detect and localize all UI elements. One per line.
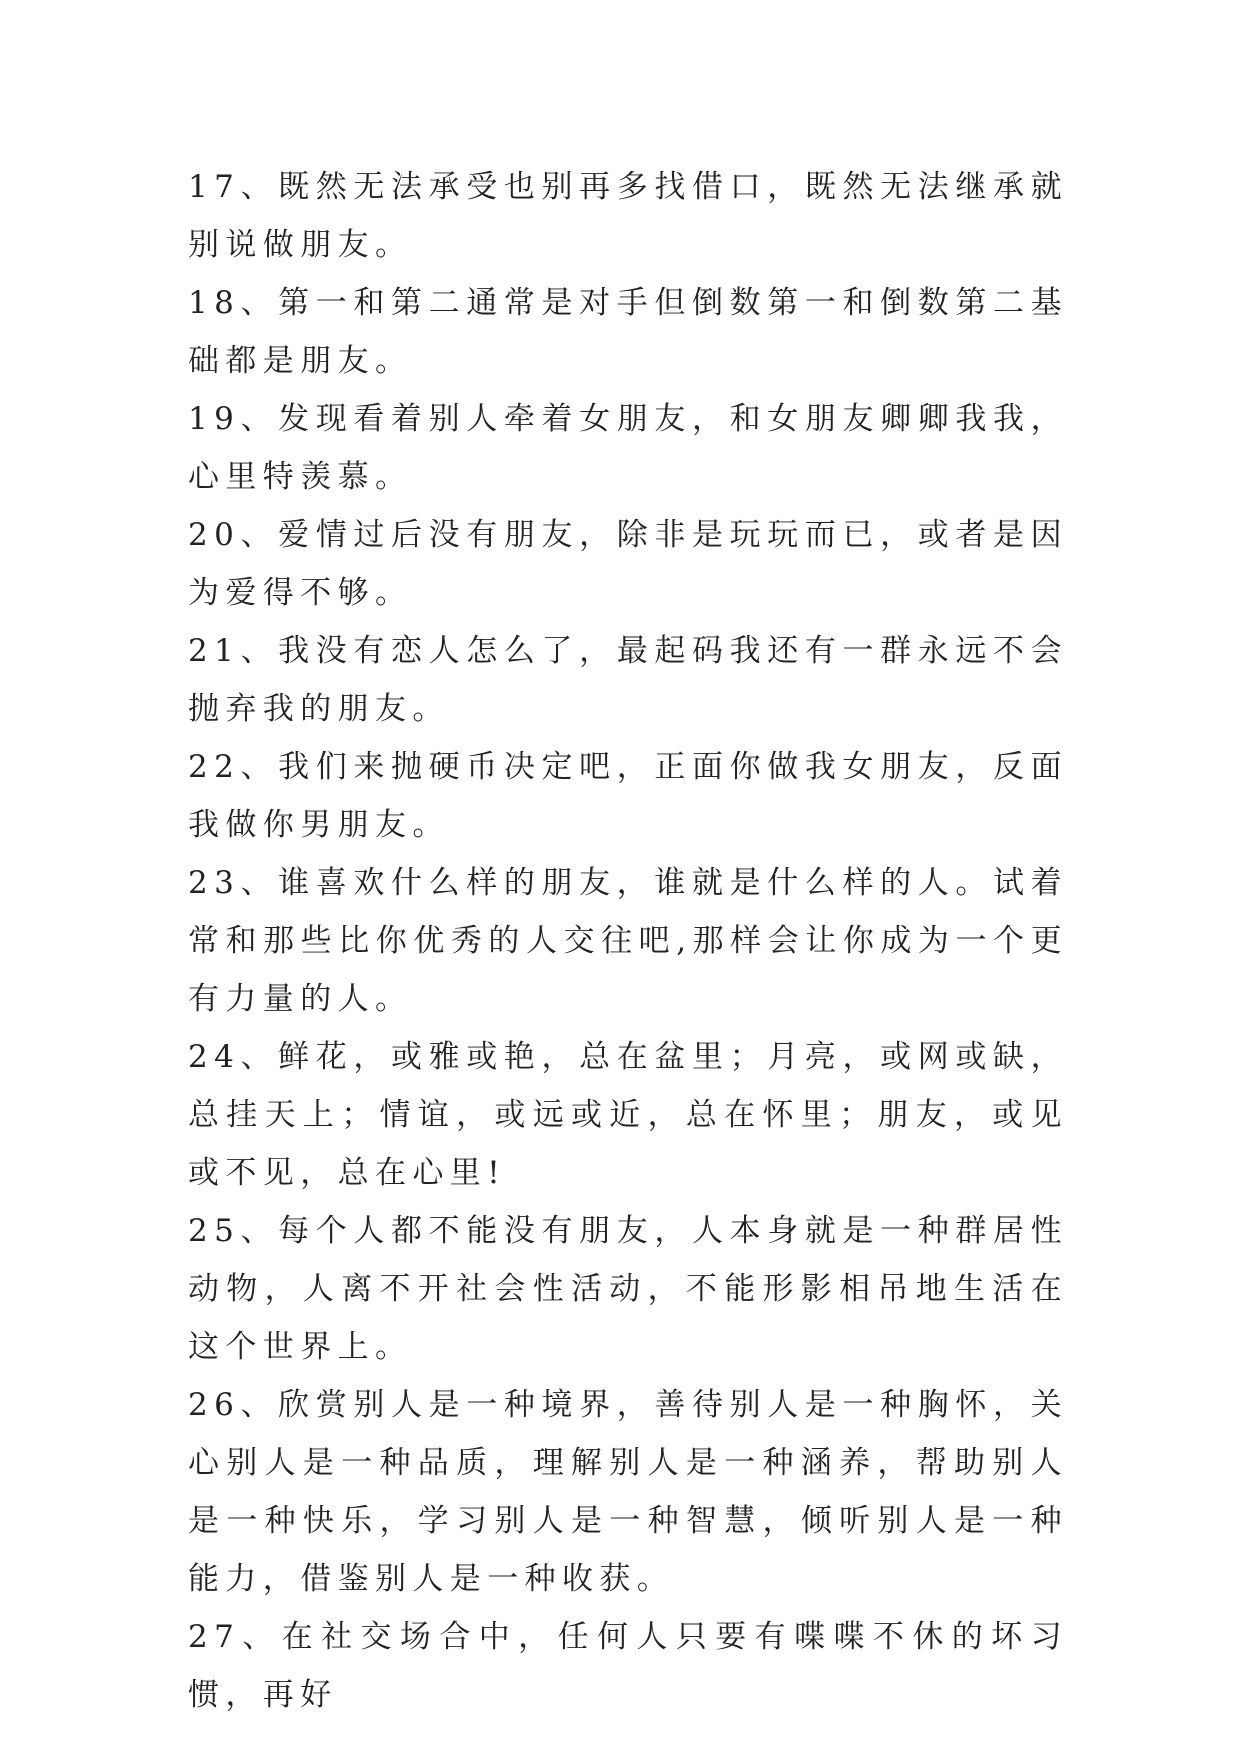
paragraph-17: 17、既然无法承受也别再多找借口，既然无法继承就别说做朋友。 — [188, 169, 1068, 263]
paragraph-19: 19、发现看着别人牵着女朋友，和女朋友卿卿我我，心里特羡慕。 — [188, 401, 1068, 495]
paragraph-18: 18、第一和第二通常是对手但倒数第一和倒数第二基础都是朋友。 — [188, 285, 1068, 379]
paragraph-25: 25、每个人都不能没有朋友，人本身就是一种群居性动物，人离不开社会性活动，不能形影相吊地生活在这个世界上。 — [188, 1213, 1068, 1365]
document-body — [188, 158, 1068, 1724]
paragraph-23: 23、谁喜欢什么样的朋友，谁就是什么样的人。试着常和那些比你优秀的人交往吧,那样会让你成为一个更有力量的人。 — [188, 865, 1068, 1017]
paragraph-27: 27、在社交场合中，任何人只要有喋喋不休的坏习惯，再好 — [188, 1619, 1068, 1713]
paragraph-26: 26、欣赏别人是一种境界，善待别人是一种胸怀，关心别人是一种品质，理解别人是一种涵养，帮助别人是一种快乐，学习别人是一种智慧，倾听别人是一种能力，借鉴别人是一种收获。 — [188, 1387, 1068, 1597]
paragraph-22: 22、我们来抛硬币决定吧，正面你做我女朋友，反面我做你男朋友。 — [188, 749, 1068, 843]
paragraph-24: 24、鲜花，或雅或艳，总在盆里；月亮，或网或缺，总挂天上；情谊，或远或近，总在怀里；朋友，或见或不见，总在心里! — [188, 1039, 1068, 1191]
paragraph-20: 20、爱情过后没有朋友，除非是玩玩而已，或者是因为爱得不够。 — [188, 517, 1068, 611]
paragraph-21: 21、我没有恋人怎么了，最起码我还有一群永远不会抛弃我的朋友。 — [188, 633, 1068, 727]
